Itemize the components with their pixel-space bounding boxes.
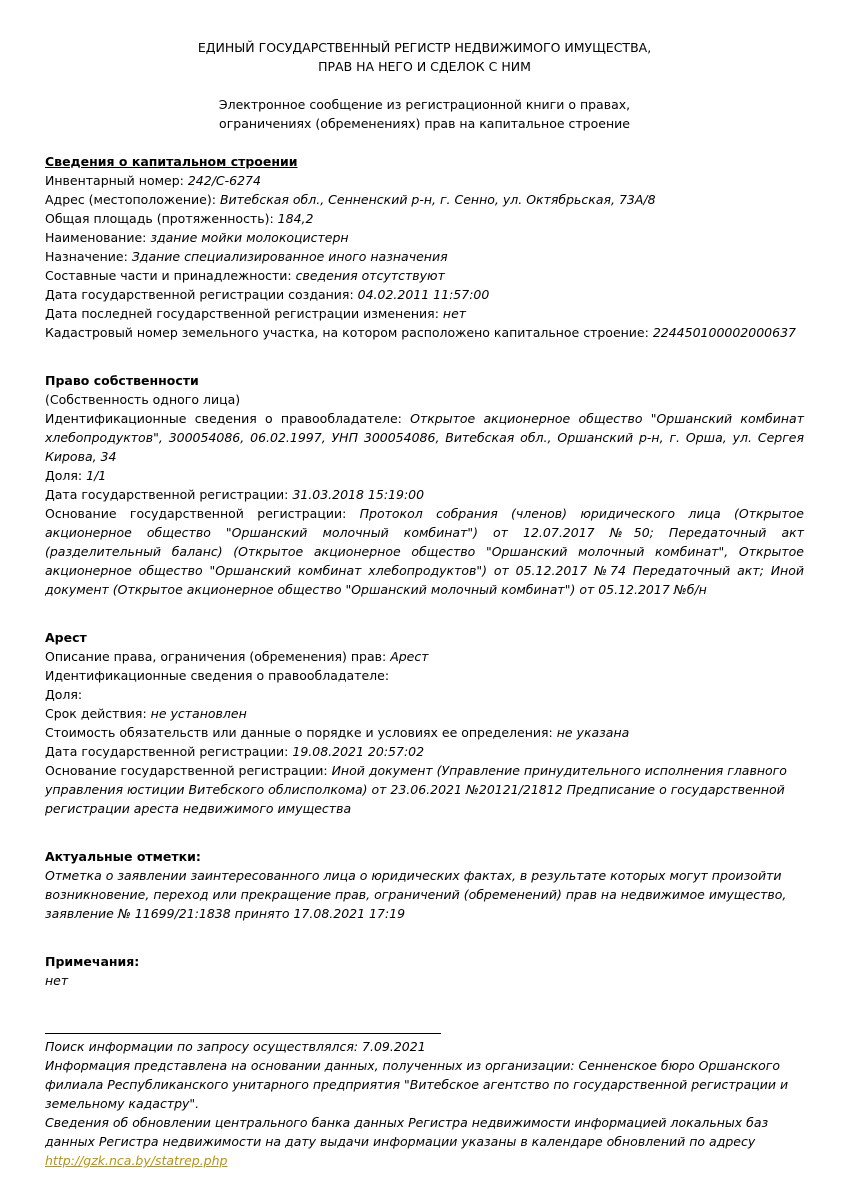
field-label: Идентификационные сведения о правообладателе:: [45, 668, 390, 683]
field-label: Дата государственной регистрации:: [45, 487, 289, 502]
section-ownership-right: [45, 371, 804, 599]
field-value: 224450100002000637: [652, 325, 796, 340]
field-address: [45, 190, 804, 209]
field-registration-date: [45, 485, 804, 504]
field-value: 04.02.2011 11:57:00: [357, 287, 490, 302]
document-subtitle: [45, 95, 804, 133]
field-value: Здание специализированное иного назначения: [131, 249, 448, 264]
ownership-type-line: (Собственность одного лица): [45, 392, 241, 407]
field-label: Кадастровый номер земельного участка, на котором расположено капитальное строение:: [45, 325, 649, 340]
field-value: не указана: [556, 725, 630, 740]
field-label: Дата последней государственной регистрации изменения:: [45, 306, 439, 321]
notes-text: нет: [45, 973, 69, 988]
field-registration-creation-date: [45, 285, 804, 304]
subtitle-line-2: ограничениях (обременениях) прав на капитальное строение: [219, 116, 630, 131]
field-label: Срок действия:: [45, 706, 147, 721]
field-registration-basis: [45, 761, 804, 818]
field-rightholder-info: [45, 409, 804, 466]
field-label: Дата государственной регистрации создания:: [45, 287, 354, 302]
section-current-marks: [45, 847, 804, 923]
field-building-name: [45, 228, 804, 247]
field-total-area: [45, 209, 804, 228]
ownership-heading: Право собственности: [45, 373, 199, 388]
field-label: Идентификационные сведения о правообладателе:: [45, 411, 402, 426]
document-header: [45, 38, 804, 133]
field-components: [45, 266, 804, 285]
source-info-text: Информация представлена на основании данных, полученных из организации: Сенненское бюро Оршанского филиала Республиканского унитарного предприятия "Витебское агентство по государственной регистрации и земельному кадастру".: [45, 1058, 789, 1111]
field-rightholder-info: [45, 666, 804, 685]
field-label: Назначение:: [45, 249, 128, 264]
field-label: Стоимость обязательств или данные о порядке и условиях ее определения:: [45, 725, 553, 740]
field-value: Арест: [390, 649, 429, 664]
section-building-info: [45, 152, 804, 342]
field-label: Инвентарный номер:: [45, 173, 184, 188]
field-label: Доля:: [45, 468, 83, 483]
field-registration-basis: [45, 504, 804, 599]
document-footer: [45, 1033, 804, 1170]
field-value: Протокол собрания (членов) юридического лица (Открытое акционерное общество "Оршанский молочный комбинат") от 12.07.2017 №50; Передаточный акт (разделительный баланс) (Открытое акционерное общество "Оршанский молочный комбинат", Открытое акционерное общество "Оршанский комбинат хлебопродуктов") от 05.12.2017 №74 Передаточный акт; Иной документ (Открытое акционерное общество "Оршанский молочный комбинат") от 05.12.2017 №б/н: [45, 506, 804, 597]
notes-heading: Примечания:: [45, 954, 140, 969]
statrep-link-line: [45, 1151, 804, 1170]
field-validity-period: [45, 704, 804, 723]
field-value: 1/1: [86, 468, 107, 483]
field-value: 242/С-6274: [187, 173, 261, 188]
field-value: сведения отсутствуют: [295, 268, 445, 283]
divider-line: [45, 1033, 441, 1034]
field-value: не установлен: [150, 706, 247, 721]
field-purpose: [45, 247, 804, 266]
field-value: здание мойки молокоцистерн: [150, 230, 349, 245]
field-label: Общая площадь (протяженность):: [45, 211, 274, 226]
field-label: Составные части и принадлежности:: [45, 268, 292, 283]
field-inventory-number: [45, 171, 804, 190]
field-label: Наименование:: [45, 230, 147, 245]
section-notes: [45, 952, 804, 990]
field-value: 184,2: [277, 211, 314, 226]
arrest-heading: Арест: [45, 630, 87, 645]
document-title: [45, 38, 804, 76]
field-label: Дата государственной регистрации:: [45, 744, 289, 759]
field-land-cadastral-number: [45, 323, 804, 342]
subtitle-line-1: Электронное сообщение из регистрационной книги о правах,: [218, 97, 631, 112]
field-share: [45, 466, 804, 485]
title-line-1: ЕДИНЫЙ ГОСУДАРСТВЕННЫЙ РЕГИСТР НЕДВИЖИМОГО ИМУЩЕСТВА,: [197, 40, 652, 55]
field-value: 31.03.2018 15:19:00: [292, 487, 425, 502]
field-registration-change-date: [45, 304, 804, 323]
field-label: Описание права, ограничения (обременения) прав:: [45, 649, 387, 664]
field-registration-date: [45, 742, 804, 761]
field-share: [45, 685, 804, 704]
field-value: Открытое акционерное общество "Оршанский комбинат хлебопродуктов", 300054086, 06.02.1997, УНП 300054086, Витебская обл., Оршанский р-н, г. Орша, ул. Сергея Кирова, 34: [45, 411, 804, 464]
field-value: 19.08.2021 20:57:02: [292, 744, 425, 759]
current-marks-heading: Актуальные отметки:: [45, 849, 201, 864]
field-value: нет: [442, 306, 467, 321]
statrep-link[interactable]: http://gzk.nca.by/statrep.php: [45, 1153, 228, 1168]
field-value: Витебская обл., Сенненский р-н, г. Сенно, ул. Октябрьская, 73А/8: [219, 192, 656, 207]
field-value: Иной документ (Управление принудительного исполнения главного управления юстиции Витебского облисполкома) от 23.06.2021 №20121/21812 Предписание о государственной регистрации ареста недвижимого имущества: [45, 763, 787, 816]
section-arrest: [45, 628, 804, 818]
title-line-2: ПРАВ НА НЕГО И СДЕЛОК С НИМ: [318, 59, 531, 74]
current-marks-text: Отметка о заявлении заинтересованного лица о юридических фактах, в результате которых могут произойти возникновение, переход или прекращение прав, ограничений (обременений) прав на недвижимое имущество, заявление № 11699/21:1838 принято 17.08.2021 17:19: [45, 868, 787, 921]
building-info-heading: Сведения о капитальном строении: [45, 154, 298, 169]
field-label: Доля:: [45, 687, 83, 702]
field-obligation-value: [45, 723, 804, 742]
search-date-line: Поиск информации по запросу осуществлялся: 7.09.2021: [45, 1039, 426, 1054]
update-info-text: Сведения об обновлении центрального банка данных Регистра недвижимости информацией локальных баз данных Регистра недвижимости на дату выдачи информации указаны в календаре обновлений по адресу: [45, 1115, 769, 1149]
field-label: Основание государственной регистрации:: [45, 506, 347, 521]
field-right-description: [45, 647, 804, 666]
field-label: Основание государственной регистрации:: [45, 763, 328, 778]
field-label: Адрес (местоположение):: [45, 192, 216, 207]
